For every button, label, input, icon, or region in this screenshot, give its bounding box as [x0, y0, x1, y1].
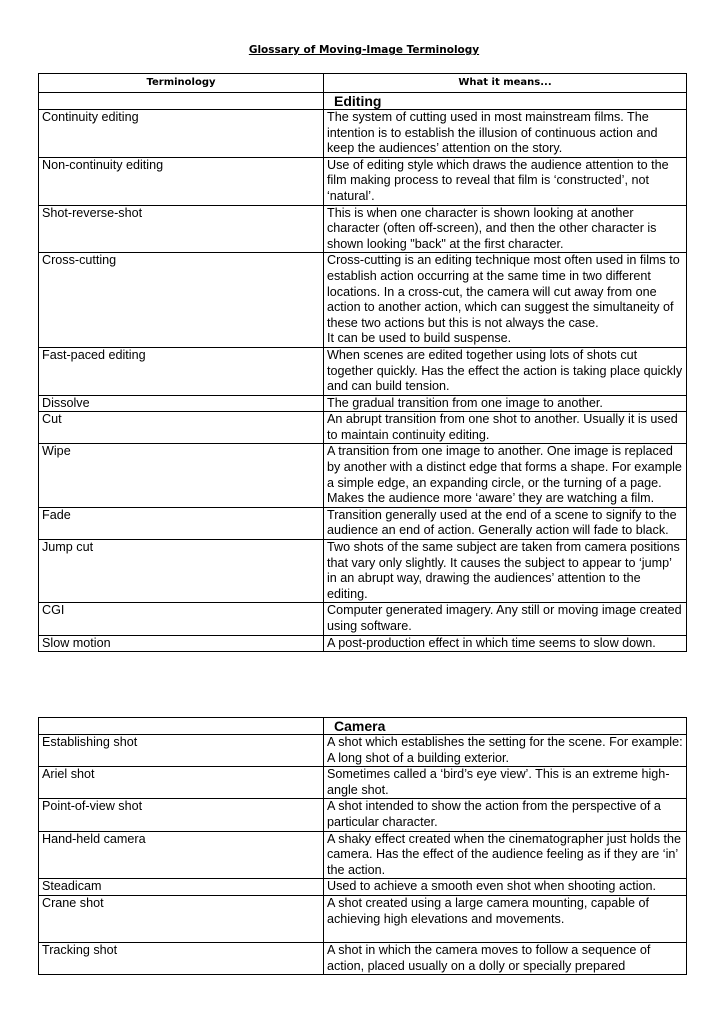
term-cell: Dissolve	[39, 395, 324, 412]
meaning-header: What it means...	[324, 74, 687, 93]
editing-section-title: Editing	[324, 93, 687, 110]
definition-cell: Two shots of the same subject are taken from camera positions that vary only slightly. It causes the subject to appear to ‘jump’ in an abrupt way, drawing the audiences’ attention to the editing.	[324, 540, 687, 603]
table-row	[39, 507, 687, 539]
term-cell: Hand-held camera	[39, 831, 324, 879]
term-cell: Cut	[39, 412, 324, 444]
table-row	[39, 831, 687, 879]
section-blank-cell	[39, 93, 324, 110]
table-row	[39, 540, 687, 603]
term-cell: Point-of-view shot	[39, 799, 324, 831]
table-header-row	[39, 74, 687, 93]
table-row	[39, 412, 687, 444]
definition-cell: A post-production effect in which time seems to slow down.	[324, 635, 687, 652]
definition-text: Cross-cutting is an editing technique most often used in films to establish action occurring at the same time in two different locations. In a cross-cut, the camera will cut away from one action to another action, which can suggest the simultaneity of these two actions but this is not always the case.	[327, 253, 680, 330]
table-row	[39, 943, 687, 975]
definition-cell: The gradual transition from one image to another.	[324, 395, 687, 412]
term-cell: Steadicam	[39, 879, 324, 896]
definition-cell: When scenes are edited together using lots of shots cut together quickly. Has the effect the action is taking place quickly and can build tension.	[324, 347, 687, 395]
term-cell: Tracking shot	[39, 943, 324, 975]
table-row	[39, 253, 687, 348]
definition-cell: A shot in which the camera moves to follow a sequence of action, placed usually on a dolly or specially prepared	[324, 943, 687, 975]
term-cell: Jump cut	[39, 540, 324, 603]
terminology-header: Terminology	[39, 74, 324, 93]
table-row	[39, 735, 687, 767]
definition-cell: A shaky effect created when the cinematographer just holds the camera. Has the effect of the audience feeling as if they are ‘in’ the action.	[324, 831, 687, 879]
term-cell: Non-continuity editing	[39, 157, 324, 205]
definition-cell: Used to achieve a smooth even shot when shooting action.	[324, 879, 687, 896]
definition-cell: Transition generally used at the end of a scene to signify to the audience an end of action. Generally action will fade to black.	[324, 507, 687, 539]
table-row	[39, 444, 687, 507]
definition-cell: The system of cutting used in most mainstream films. The intention is to establish the illusion of continuous action and keep the audiences’ attention on the story.	[324, 110, 687, 158]
table-row	[39, 767, 687, 799]
definition-cell: A transition from one image to another. One image is replaced by another with a distinct edge that forms a shape. For example a simple edge, an expanding circle, or the turning of a page. Makes the audience more ‘aware’ they are watching a film.	[324, 444, 687, 507]
definition-cell	[324, 253, 687, 348]
table-row	[39, 895, 687, 942]
definition-text: A shot created using a large camera mounting, capable of achieving high elevations and movements.	[327, 895, 650, 926]
term-cell: Wipe	[39, 444, 324, 507]
table-row	[39, 205, 687, 253]
term-cell: Cross-cutting	[39, 253, 324, 348]
term-cell: Slow motion	[39, 635, 324, 652]
definition-cell: Sometimes called a ‘bird’s eye view’. This is an extreme high-angle shot.	[324, 767, 687, 799]
definition-spacer	[327, 927, 683, 942]
table-row	[39, 347, 687, 395]
table-row	[39, 395, 687, 412]
editing-glossary-table	[38, 73, 687, 652]
table-row	[39, 635, 687, 652]
camera-section-title: Camera	[324, 718, 687, 735]
document-title: Glossary of Moving-Image Terminology	[248, 44, 480, 56]
term-cell: Ariel shot	[39, 767, 324, 799]
editing-section-row	[39, 93, 687, 110]
term-cell: CGI	[39, 603, 324, 635]
definition-cell	[324, 895, 687, 942]
table-row	[39, 603, 687, 635]
table-row	[39, 110, 687, 158]
definition-extra-text: It can be used to build suspense.	[327, 331, 512, 346]
camera-section-row	[39, 718, 687, 735]
definition-cell: Computer generated imagery. Any still or moving image created using software.	[324, 603, 687, 635]
term-cell: Continuity editing	[39, 110, 324, 158]
table-row	[39, 157, 687, 205]
term-cell: Establishing shot	[39, 735, 324, 767]
term-cell: Crane shot	[39, 895, 324, 942]
term-cell: Fast-paced editing	[39, 347, 324, 395]
definition-cell: A shot intended to show the action from the perspective of a particular character.	[324, 799, 687, 831]
table-row	[39, 879, 687, 896]
definition-cell: Use of editing style which draws the audience attention to the film making process to reveal that film is ‘constructed’, not ‘natural’.	[324, 157, 687, 205]
definition-cell: A shot which establishes the setting for the scene. For example: A long shot of a building exterior.	[324, 735, 687, 767]
table-row	[39, 799, 687, 831]
definition-cell: An abrupt transition from one shot to another. Usually it is used to maintain continuity editing.	[324, 412, 687, 444]
camera-glossary-table	[38, 717, 687, 975]
section-blank-cell	[39, 718, 324, 735]
term-cell: Fade	[39, 507, 324, 539]
term-cell: Shot-reverse-shot	[39, 205, 324, 253]
definition-cell: This is when one character is shown looking at another character (often off-screen), and then the other character is shown looking "back" at the first character.	[324, 205, 687, 253]
